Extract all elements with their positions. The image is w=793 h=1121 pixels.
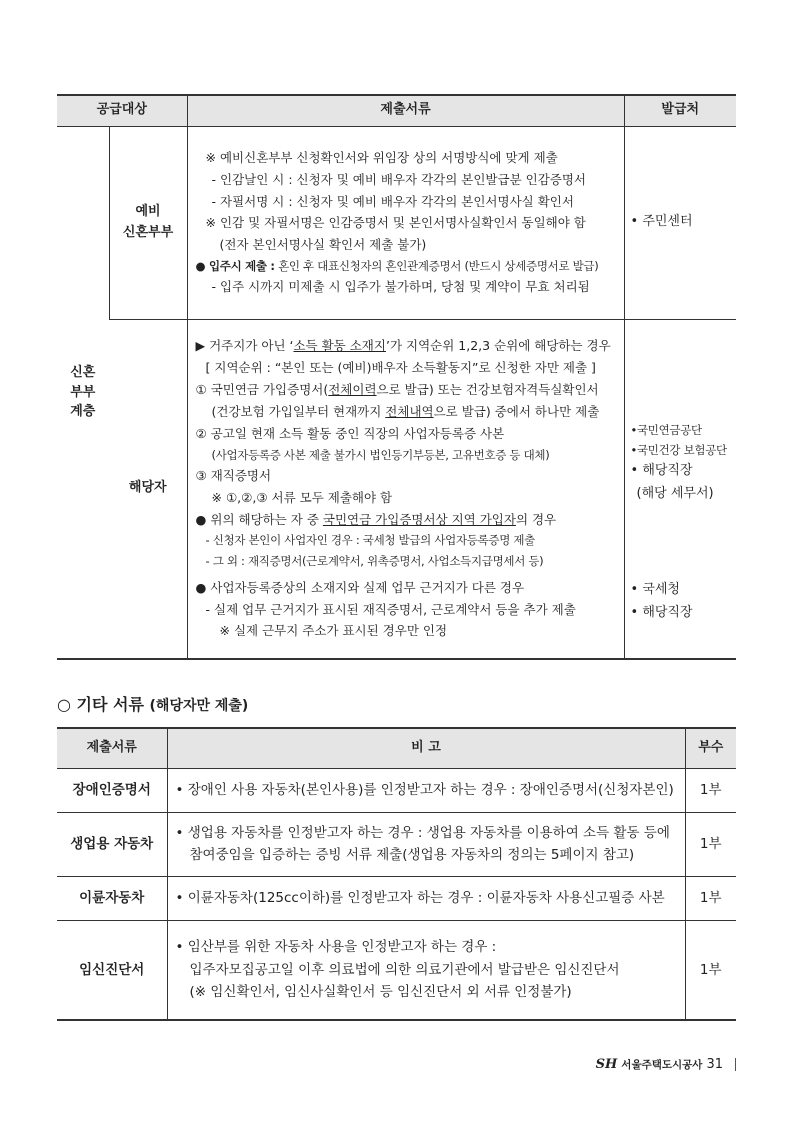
doc-remarks: • 장애인 사용 자동차(본인사용)를 인정받고자 하는 경우 : 장애인증명서(신청자본인) bbox=[167, 768, 685, 812]
group-label-newlywed: 신혼 부부 계층 bbox=[57, 126, 109, 659]
text-line: - 실제 업무 근거지가 표시된 재직증명서, 근로계약서 등을 추가 제출 bbox=[205, 601, 576, 617]
doc-count: 1부 bbox=[685, 812, 736, 876]
issuer-item: •국민연금공단 bbox=[630, 422, 702, 437]
text-line: (사업자등록증 사본 제출 불가시 법인등기부등본, 고유번호증 등 대체) bbox=[211, 447, 550, 462]
doc-count: 1부 bbox=[685, 876, 736, 920]
text-line: - 신청자 본인이 사업자인 경우 : 국세청 발급의 사업자등록증명 제출 bbox=[205, 533, 535, 548]
row-issuer-applicable bbox=[624, 319, 736, 659]
text-line: (건강보험 가입일부터 현재까지 전체내역으로 발급) 중에서 하나만 제출 bbox=[211, 403, 600, 419]
header-supply-target: 공급대상 bbox=[57, 95, 187, 126]
table-header-row bbox=[57, 728, 736, 768]
text-line: [ 지역순위 : “본인 또는 (예비)배우자 소득활동지”로 신청한 자만 제출 ] bbox=[205, 360, 596, 376]
table-header-row bbox=[57, 95, 736, 126]
text-line: ※ 예비신혼부부 신청확인서와 위임장 상의 서명방식에 맞게 제출 bbox=[205, 149, 558, 165]
issuer-item: •국민건강 보험공단 bbox=[630, 442, 727, 457]
move-in-label: ● 입주시 제출 : bbox=[195, 259, 275, 274]
doc-name: 이륜자동차 bbox=[57, 876, 167, 920]
header-remarks: 비 고 bbox=[167, 728, 685, 768]
section-title: ○ 기타 서류 (해당자만 제출) bbox=[57, 695, 249, 714]
header-copies: 부수 bbox=[685, 728, 736, 768]
header-issuer: 발급처 bbox=[624, 95, 736, 126]
text-line: ● 입주시 제출 : 혼인 후 대표신청자의 혼인관계증명서 (반드시 상세증명서로 발급) bbox=[195, 259, 599, 274]
text-line: ● 사업자등록증상의 소재지와 실제 업무 근거지가 다른 경우 bbox=[195, 579, 525, 595]
row-label-applicable: 해당자 bbox=[109, 319, 187, 659]
row-documents-prospective bbox=[187, 126, 624, 319]
doc-name: 생업용 자동차 bbox=[57, 812, 167, 876]
header-documents: 제출서류 bbox=[187, 95, 624, 126]
table-row bbox=[57, 319, 736, 659]
page-number: 31 bbox=[706, 1057, 723, 1072]
text-line: ● 위의 해당하는 자 중 국민연금 가입증명서상 지역 가입자의 경우 bbox=[195, 511, 557, 527]
doc-remarks: • 이륜자동차(125cc이하)를 인정받고자 하는 경우 : 이륜자동차 사용신고필증 사본 bbox=[167, 876, 685, 920]
text-line: ▶ 거주지가 아닌 ‘소득 활동 소재지’가 지역순위 1,2,3 순위에 해당하는 경우 bbox=[195, 338, 611, 354]
text-line: - 그 외 : 재직증명서(근로계약서, 위촉증명서, 사업소득지급명세서 등) bbox=[205, 553, 544, 568]
table-row bbox=[57, 920, 736, 1020]
text-line: (전자 본인서명사실 확인서 제출 불가) bbox=[219, 237, 427, 253]
issuer-item: • 국세청 bbox=[630, 582, 680, 598]
issuer-item: • 해당직장 bbox=[630, 605, 693, 620]
text-line: ※ 인감 및 자필서명은 인감증명서 및 본인서명사실확인서 동일해야 함 bbox=[205, 215, 586, 231]
footer-divider bbox=[735, 1058, 736, 1071]
issuer-item: (해당 세무서) bbox=[636, 485, 714, 501]
doc-remarks: • 생업용 자동차를 인정받고자 하는 경우 : 생업용 자동차를 이용하여 소득 활동 등에 참여중임을 입증하는 증빙 서류 제출(생업용 자동차의 정의는 5페이지 참고) bbox=[167, 812, 685, 876]
doc-remarks: • 임산부를 위한 자동차 사용을 인정받고자 하는 경우 : 입주자모집공고일 이후 의료법에 의한 의료기관에서 발급받은 임신진단서 (※ 임신확인서, 임신사실확인서 등 임신진단서 외 서류 인정불가) bbox=[167, 920, 685, 1020]
org-name: 서울주택도시공사 bbox=[621, 1059, 703, 1071]
text-line: ※ 실제 근무지 주소가 표시된 경우만 인정 bbox=[219, 623, 448, 639]
page-footer bbox=[596, 1057, 736, 1072]
row-issuer-prospective: • 주민센터 bbox=[624, 126, 736, 319]
text-line: - 자필서명 시 : 신청자 및 예비 배우자 각각의 본인서명사실 확인서 bbox=[211, 193, 574, 209]
table-row bbox=[57, 876, 736, 920]
doc-name: 임신진단서 bbox=[57, 920, 167, 1020]
issuer-item: • 해당직장 bbox=[630, 462, 693, 478]
header-document: 제출서류 bbox=[57, 728, 167, 768]
doc-name: 장애인증명서 bbox=[57, 768, 167, 812]
row-documents-applicable bbox=[187, 319, 624, 659]
section-subtitle: (해당자만 제출) bbox=[149, 698, 249, 714]
text-line: ※ ①,②,③ 서류 모두 제출해야 함 bbox=[211, 489, 393, 505]
text-line: - 인감날인 시 : 신청자 및 예비 배우자 각각의 본인발급분 인감증명서 bbox=[211, 171, 586, 187]
text-line: ② 공고일 현재 소득 활동 중인 직장의 사업자등록증 사본 bbox=[195, 425, 505, 441]
table-row bbox=[57, 126, 736, 319]
text-line: ① 국민연금 가입증명서(전체이력으로 발급) 또는 건강보험자격득실확인서 bbox=[195, 382, 599, 397]
table-row bbox=[57, 768, 736, 812]
other-documents-table bbox=[57, 727, 736, 1021]
row-label-prospective-newlywed: 예비 신혼부부 bbox=[109, 126, 187, 319]
text-line: ③ 재직증명서 bbox=[195, 467, 272, 483]
sh-logo: SH bbox=[595, 1057, 618, 1072]
submission-documents-table bbox=[57, 94, 736, 660]
text-line: - 입주 시까지 미제출 시 입주가 불가하며, 당첨 및 계약이 무효 처리됨 bbox=[211, 279, 590, 295]
table-row bbox=[57, 812, 736, 876]
doc-count: 1부 bbox=[685, 768, 736, 812]
doc-count: 1부 bbox=[685, 920, 736, 1020]
